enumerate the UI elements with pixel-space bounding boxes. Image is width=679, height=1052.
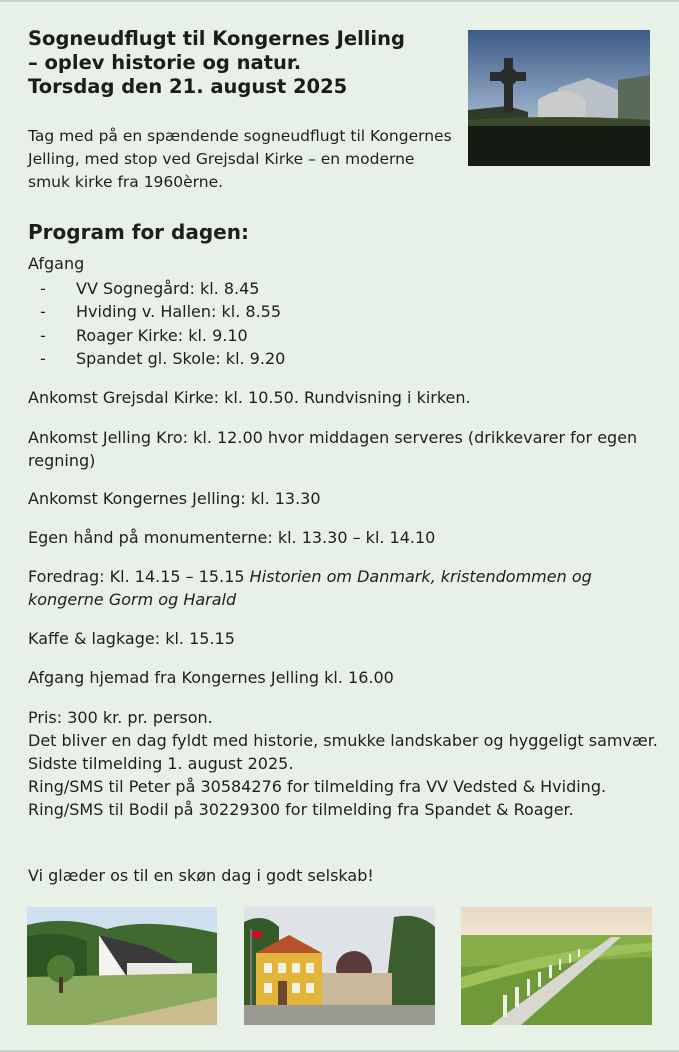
program-item-grejsdal: Ankomst Grejsdal Kirke: kl. 10.50. Rundvisning i kirken.	[28, 388, 471, 407]
program-item-kro: Ankomst Jelling Kro: kl. 12.00 hvor middagen serveres (drikkevarer for egen regning)	[28, 428, 638, 470]
program-item-monumenter: Egen hånd på monumenterne: kl. 13.30 – kl. 14.10	[28, 528, 436, 547]
stop-text: Spandet gl. Skole: kl. 9.20	[76, 348, 286, 368]
jelling-kro-photo	[244, 907, 435, 1025]
closing-text: Vi glæder os til en skøn dag i godt selskab!	[28, 866, 374, 885]
program-item-kaffe: Kaffe & lagkage: kl. 15.15	[28, 629, 235, 648]
list-item	[40, 300, 285, 323]
program-heading: Program for dagen:	[28, 220, 249, 244]
top-border	[0, 0, 679, 2]
foredrag-title: Historien om Danmark, kristendommen og kongerne Gorm og Harald	[28, 567, 592, 609]
stop-text: Hviding v. Hallen: kl. 8.55	[76, 302, 282, 322]
departure-stops-list	[40, 277, 285, 370]
flyer-title	[28, 27, 458, 99]
departure-label: Afgang	[28, 254, 85, 273]
jelling-palisade-photo	[461, 907, 652, 1025]
program-item-kongernes: Ankomst Kongernes Jelling: kl. 13.30	[28, 489, 321, 508]
price-text: Pris: 300 kr. pr. person.	[28, 708, 213, 727]
title-line-1: Sogneudflugt til Kongernes Jelling	[28, 27, 405, 50]
bullet-dash: -	[40, 302, 46, 322]
foredrag-time: Foredrag: Kl. 14.15 – 15.15	[28, 567, 245, 586]
title-line-3: Torsdag den 21. august 2025	[28, 75, 348, 98]
title-line-2: – oplev historie og natur.	[28, 51, 302, 74]
grejsdal-church-photo	[27, 907, 217, 1025]
description-text: Det bliver en dag fyldt med historie, smukke landskaber og hyggeligt samvær. Sidste tilmelding 1. august 2025.	[28, 731, 658, 773]
jelling-monument-photo	[468, 30, 650, 166]
bullet-dash: -	[40, 279, 46, 298]
bullet-dash: -	[40, 348, 46, 368]
list-item	[40, 277, 285, 300]
bullet-dash: -	[40, 325, 46, 345]
program-item-foredrag	[28, 565, 658, 611]
contact-bodil: Ring/SMS til Bodil på 30229300 for tilmelding fra Spandet & Roager.	[28, 800, 574, 819]
list-item	[40, 324, 285, 347]
contact-peter: Ring/SMS til Peter på 30584276 for tilmelding fra VV Vedsted & Hviding.	[28, 777, 607, 796]
info-block	[28, 706, 658, 821]
stop-text: VV Sognegård: kl. 8.45	[76, 279, 260, 298]
intro-text: Tag med på en spændende sogneudflugt til Kongernes Jelling, med stop ved Grejsdal Kirke – en moderne smuk kirke fra 1960èrne.	[28, 127, 452, 191]
program-item-hjem: Afgang hjemad fra Kongernes Jelling kl. 16.00	[28, 668, 394, 687]
stop-text: Roager Kirke: kl. 9.10	[76, 325, 248, 345]
list-item	[40, 347, 285, 370]
